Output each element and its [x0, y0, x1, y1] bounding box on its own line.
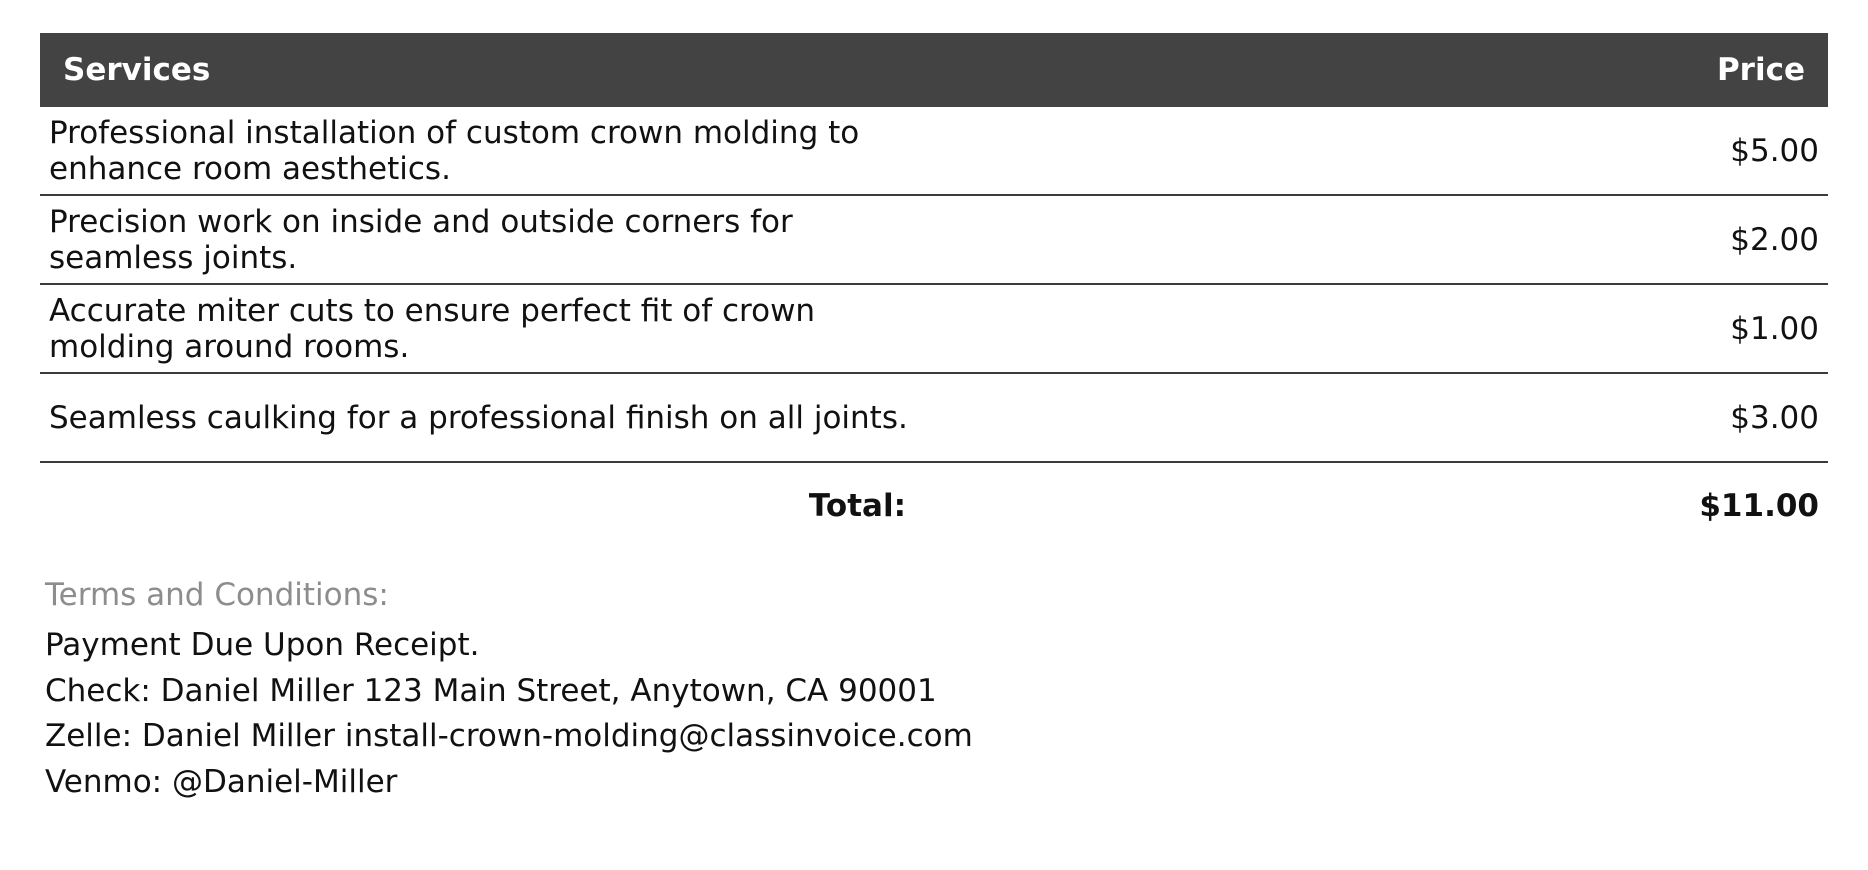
service-price: $3.00: [934, 373, 1828, 462]
table-row: [40, 107, 1828, 195]
service-price: $2.00: [934, 195, 1828, 284]
table-row: [40, 284, 1828, 373]
service-description: Accurate miter cuts to ensure perfect fit of crown molding around rooms.: [40, 284, 934, 373]
service-price: $1.00: [934, 284, 1828, 373]
column-header-price: Price: [1716, 52, 1805, 88]
terms-line-venmo: Venmo: @Daniel-Miller: [45, 763, 398, 800]
services-table: [40, 33, 1828, 549]
table-row: [40, 373, 1828, 462]
terms-line-zelle: Zelle: Daniel Miller install-crown-molding@classinvoice.com: [45, 718, 973, 755]
service-description: Seamless caulking for a professional finish on all joints.: [40, 373, 934, 462]
service-description: Professional installation of custom crown molding to enhance room aesthetics.: [40, 107, 934, 195]
table-header: [40, 33, 1828, 107]
service-description: Precision work on inside and outside corners for seamless joints.: [40, 195, 934, 284]
terms-line-payment: Payment Due Upon Receipt.: [45, 627, 480, 663]
total-label: Total:: [808, 488, 906, 524]
total-row: [40, 462, 1828, 549]
terms-line-check: Check: Daniel Miller 123 Main Street, Anytown, CA 90001: [45, 672, 937, 709]
column-header-services: Services: [63, 52, 211, 88]
table-header-row: [40, 33, 1828, 107]
service-price: $5.00: [934, 107, 1828, 195]
terms-and-conditions: [40, 577, 1828, 805]
table-body: [40, 107, 1828, 549]
total-value: $11.00: [1699, 488, 1819, 524]
table-row: [40, 195, 1828, 284]
terms-title: Terms and Conditions:: [45, 577, 389, 613]
